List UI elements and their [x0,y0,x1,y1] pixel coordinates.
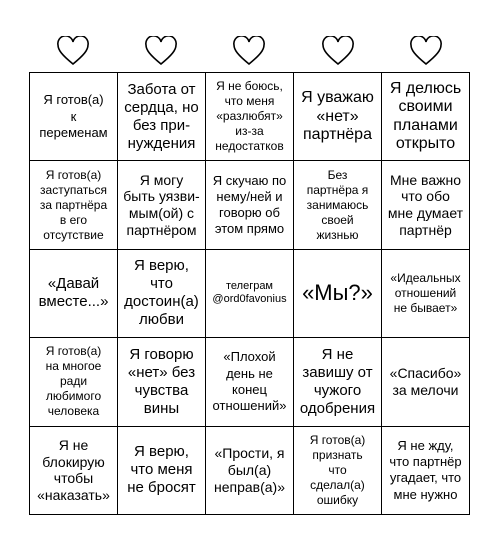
bingo-cell[interactable] [206,250,294,338]
bingo-cell[interactable] [118,338,206,426]
cell-text: Я скучаю по нему/ней и говорю об этом прямо [212,172,287,237]
bingo-cell[interactable] [30,427,118,515]
cell-text: Мне важно что обо мне думает партнёр [387,171,464,238]
bingo-cell[interactable] [30,250,118,338]
card-header [29,30,470,72]
bingo-cell[interactable] [294,73,382,161]
cell-text: Я верю, что достоин(а) любви [124,257,199,329]
bingo-grid [29,72,470,515]
bingo-cell[interactable] [294,161,382,249]
bingo-cell[interactable] [118,73,206,161]
bingo-cell[interactable] [382,161,470,249]
cell-text: Я уважаю «нет» партнёра [301,89,374,143]
cell-text: Я не боюсь, что меня «разлюбят» из-за недостатков [215,79,284,154]
cell-text: Я не завишу от чужого одобрения [299,345,376,417]
bingo-cell[interactable] [206,161,294,249]
cell-text: «Спасибо» за мелочи [389,365,462,398]
cell-text: Без партнёра я занимаюсь своей жизнью [306,167,369,242]
bingo-cell[interactable] [294,338,382,426]
cell-text: Я готов(а) заступаться за партнёра в его отсутствие [39,167,108,242]
bingo-cell[interactable] [382,338,470,426]
cell-text: «Мы?» [302,280,373,306]
cell-text: «Идеальных отношений не бывает» [390,270,461,315]
bingo-cell[interactable] [206,338,294,426]
cell-text: «Прости, я был(а) неправ(а)» [213,445,285,495]
heart-icon [382,30,470,72]
bingo-cell[interactable] [30,338,118,426]
cell-text: Я готов(а) признать что сделал(а) ошибку [309,432,366,507]
bingo-cell[interactable] [294,250,382,338]
bingo-cell[interactable] [206,73,294,161]
cell-text: Я говорю «нет» без чувства вины [127,345,196,417]
bingo-cell[interactable] [30,161,118,249]
heart-icon [294,30,382,72]
heart-icon [29,30,117,72]
cell-text: «Давай вместе...» [38,275,109,311]
cell-text: «Плохой день не конец отношений» [212,349,287,414]
cell-text: Я делюсь своими планами открыто [389,79,462,153]
cell-text: Я готов(а) к переменам [39,92,108,140]
bingo-cell[interactable] [206,427,294,515]
bingo-cell[interactable] [118,161,206,249]
cell-text: Забота от сердца, но без при- нуждения [124,80,199,152]
cell-text: телеграм @ord0favonius [212,280,287,306]
bingo-cell[interactable] [118,427,206,515]
bingo-cell[interactable] [382,250,470,338]
bingo-cell[interactable] [382,73,470,161]
heart-icon [117,30,205,72]
cell-text: Я могу быть уязви- мым(ой) с партнёром [123,171,200,238]
bingo-cell[interactable] [294,427,382,515]
cell-text: Я не жду, что партнёр угадает, что мне нужно [389,437,462,502]
cell-text: Я верю, что меня не бросят [127,443,196,497]
bingo-cell[interactable] [118,250,206,338]
heart-icon [205,30,293,72]
bingo-cell[interactable] [382,427,470,515]
cell-text: Я готов(а) на многое ради любимого человека [45,344,102,419]
cell-text: Я не блокирую чтобы «наказать» [37,436,110,504]
bingo-cell[interactable] [30,73,118,161]
